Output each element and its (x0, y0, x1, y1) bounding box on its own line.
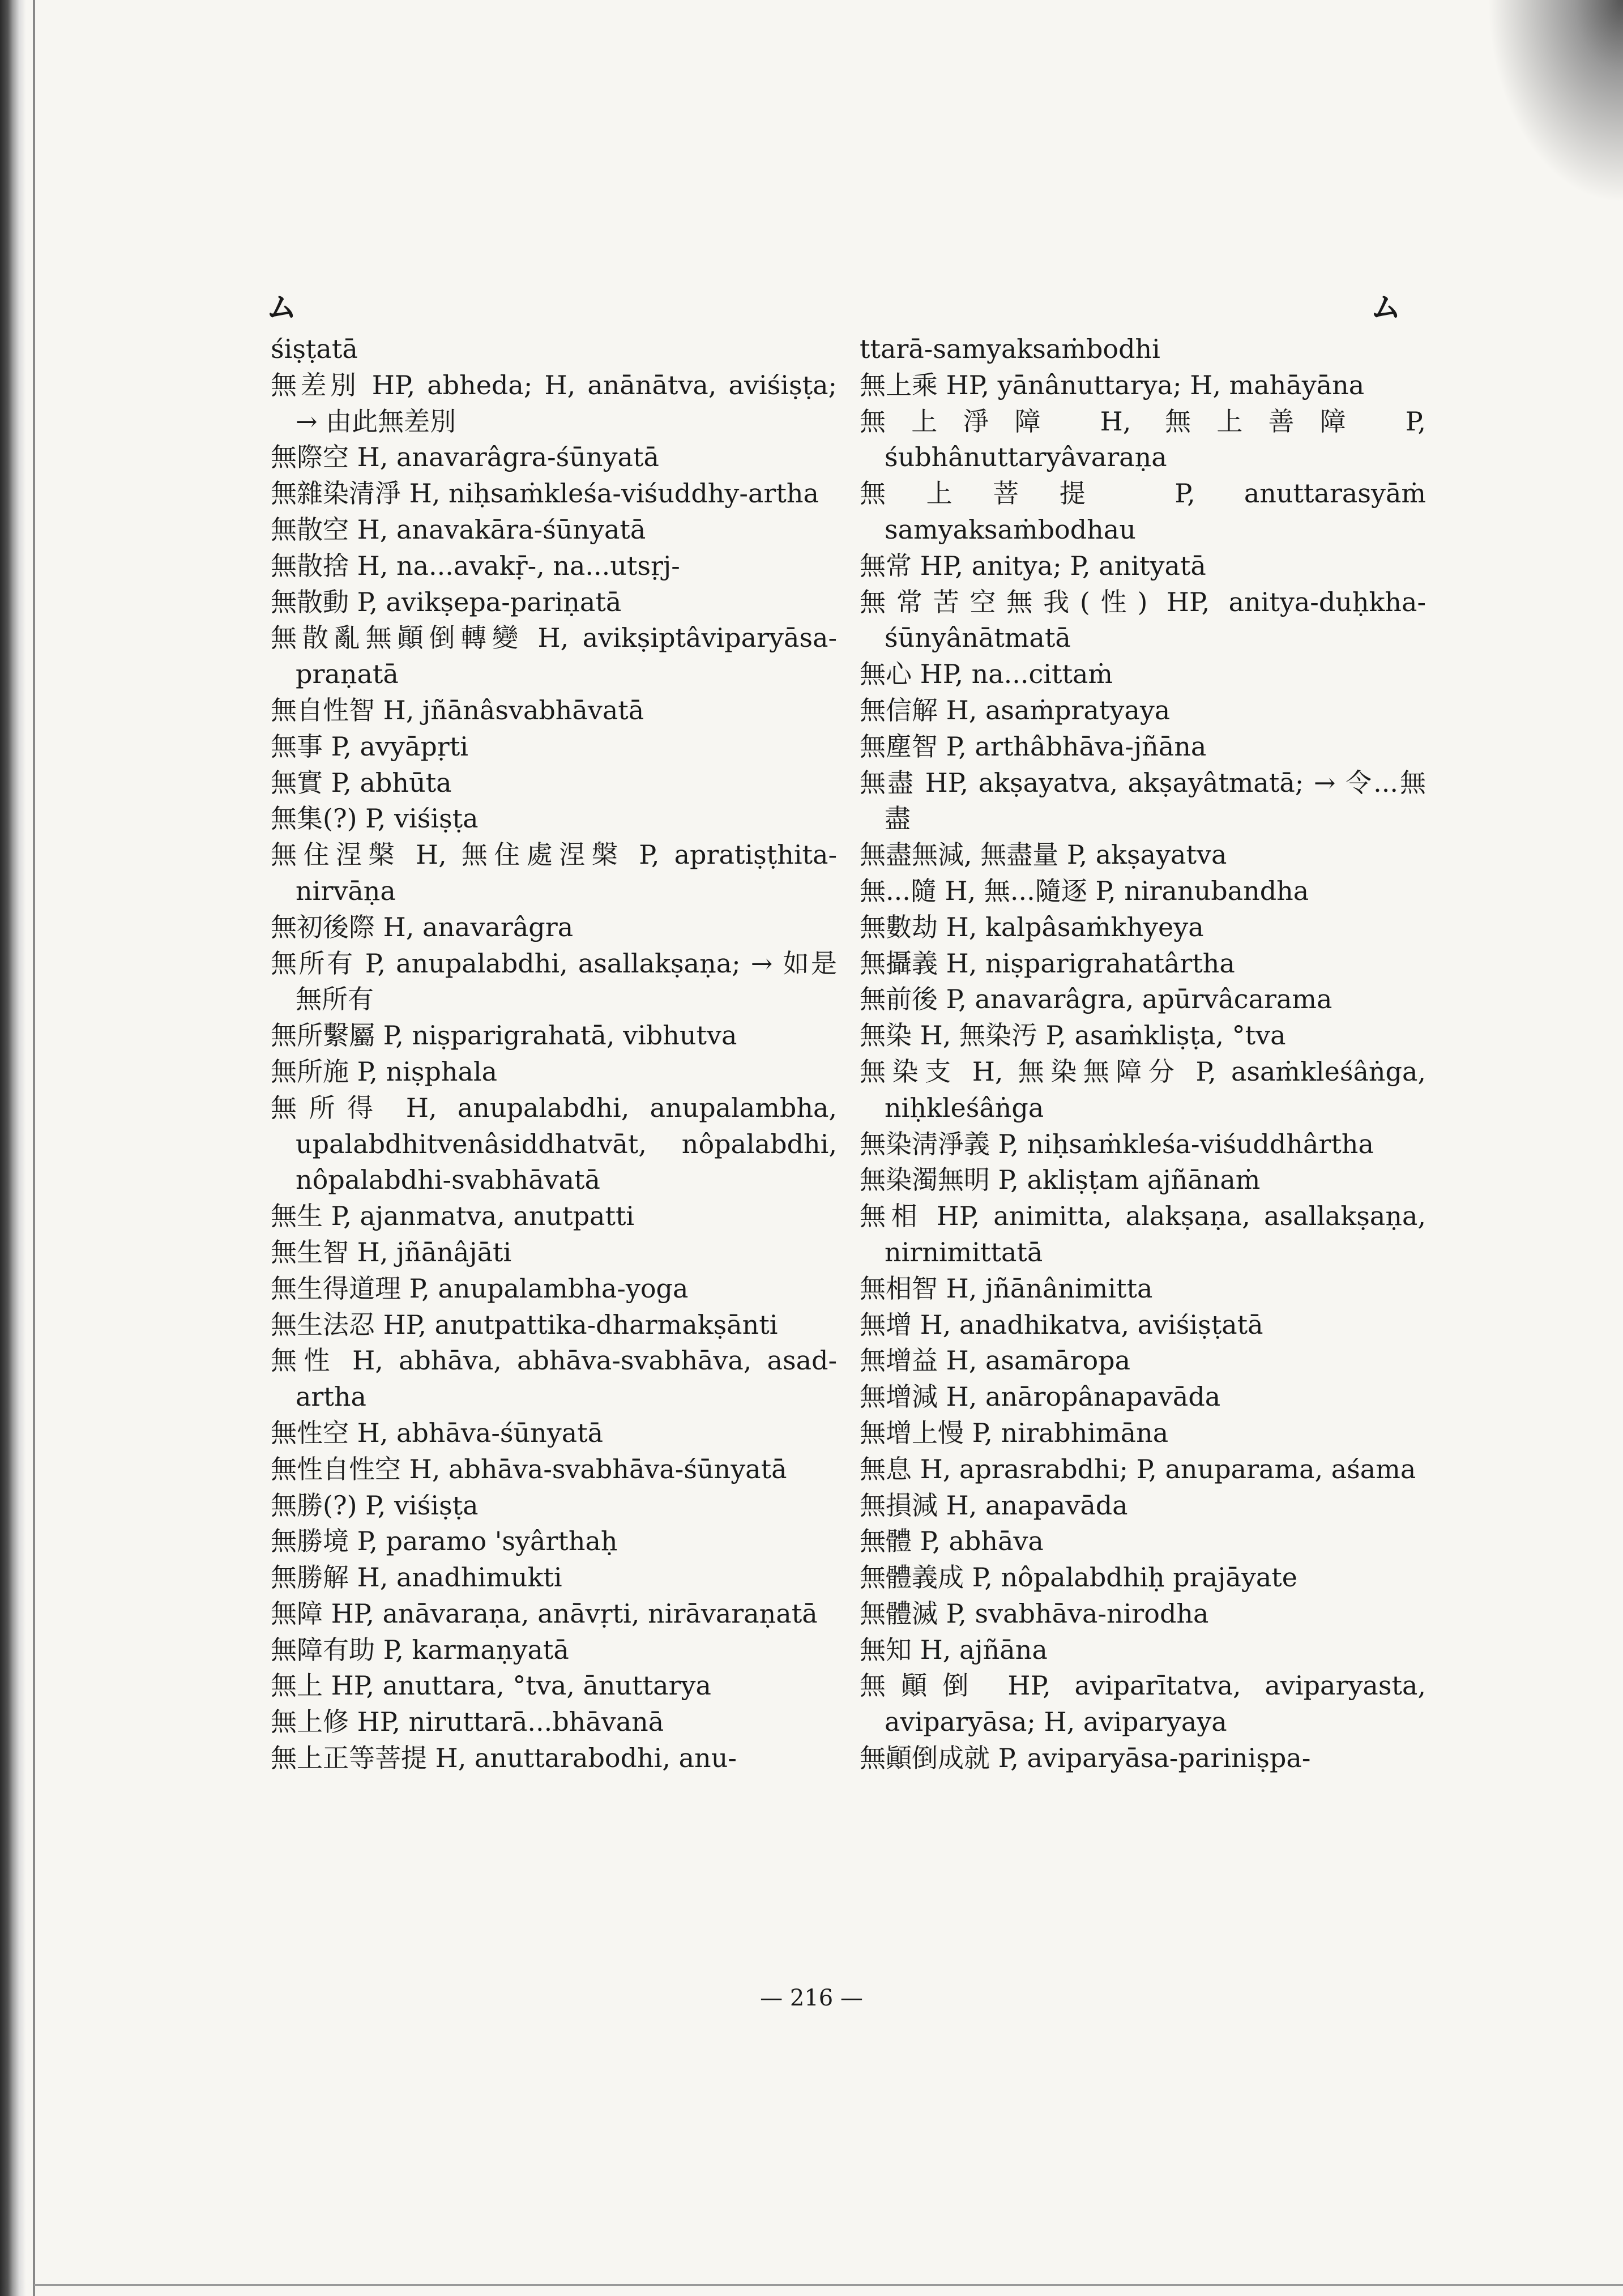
dictionary-entry: 無常苦空無我(性) HP, anitya-duḥkha-śūnyânātmatā (860, 586, 1426, 654)
dictionary-entry: 無住涅槃 H, 無住處涅槃 P, apratiṣṭhita-nirvāṇa (271, 839, 837, 906)
dictionary-entry: 無增上慢 P, nirabhimāna (860, 1417, 1169, 1448)
dictionary-entry: śiṣṭatā (271, 334, 358, 364)
dictionary-entry: 無生法忍 HP, anutpattika-dharmakṣānti (271, 1309, 778, 1340)
dictionary-entry: 無盡 HP, akṣayatva, akṣayâtmatā; → 令...無盡 (860, 767, 1426, 834)
dictionary-entry: 無染淸淨義 P, niḥsaṁkleśa-viśuddhârtha (860, 1128, 1374, 1159)
dictionary-entry: 無增益 H, asamāropa (860, 1345, 1131, 1376)
right-column (860, 331, 1426, 1777)
dictionary-entry: 無散亂無顚倒轉變 H, avikṣiptâviparyāsa-praṇatā (271, 622, 837, 690)
dictionary-entry: 無性空 H, abhāva-śūnyatā (271, 1417, 604, 1448)
dictionary-entry: 無塵智 P, arthâbhāva-jñāna (860, 731, 1207, 762)
dictionary-entry: 無上菩提 P, anuttarasyāṁ samyaksaṁbodhau (860, 478, 1426, 545)
binding-line (33, 0, 35, 2296)
dictionary-entry: 無上淨障 H, 無上善障 P, śubhânuttaryâvaraṇa (860, 406, 1426, 473)
dictionary-entry: 無染 H, 無染汚 P, asaṁkliṣṭa, °tva (860, 1020, 1286, 1051)
dictionary-entry: 無性 H, abhāva, abhāva-svabhāva, asad-artha (271, 1345, 837, 1412)
dictionary-entry: 無所施 P, niṣphala (271, 1056, 498, 1087)
dictionary-entry: 無相 HP, animitta, alakṣaṇa, asallakṣaṇa, nirnimittatā (860, 1201, 1426, 1268)
dictionary-entry: 無所有 P, anupalabdhi, asallakṣaṇa; → 如是無所有 (271, 948, 837, 1015)
dictionary-entry: 無集(?) P, viśiṣṭa (271, 803, 479, 834)
dictionary-entry: 無實 P, abhūta (271, 767, 452, 798)
dictionary-entry: 無上修 HP, niruttarā...bhāvanā (271, 1706, 664, 1738)
right-section-mark: ム (1370, 289, 1401, 325)
dictionary-entry: 無自性智 H, jñānâsvabhāvatā (271, 694, 644, 725)
dictionary-entry: 無勝(?) P, viśiṣṭa (271, 1490, 479, 1521)
dictionary-entry: 無上 HP, anuttara, °tva, ānuttarya (271, 1670, 711, 1701)
dictionary-entry: 無增 H, anadhikatva, aviśiṣṭatā (860, 1309, 1263, 1340)
dictionary-entry: 無...隨 H, 無...隨逐 P, niranubandha (860, 875, 1309, 906)
dictionary-entry: 無上乘 HP, yānânuttarya; H, mahāyāna (860, 369, 1365, 400)
dictionary-entry: 無雜染清淨 H, niḥsaṁkleśa-viśuddhy-artha (271, 478, 819, 509)
dictionary-entry: 無體 P, abhāva (860, 1526, 1044, 1557)
dictionary-entry: 無息 H, aprasrabdhi; P, anuparama, aśama (860, 1453, 1416, 1484)
dictionary-entry: 無染支 H, 無染無障分 P, asaṁkleśâṅga, niḥkleśâṅga (860, 1056, 1426, 1123)
dictionary-entry: 無常 HP, anitya; P, anityatā (860, 550, 1206, 581)
dictionary-entry: 無障有助 P, karmaṇyatā (271, 1634, 569, 1665)
dictionary-entry: 無體義成 P, nôpalabdhiḥ prajāyate (860, 1562, 1297, 1593)
dictionary-entry: 無顚倒 HP, aviparītatva, aviparyasta, aviparyāsa; H, aviparyaya (860, 1670, 1426, 1738)
dictionary-entry: 無心 HP, na...cittaṁ (860, 659, 1113, 690)
dictionary-entry: 無前後 P, anavarâgra, apūrvâcarama (860, 984, 1332, 1015)
dictionary-entry: 無體滅 P, svabhāva-nirodha (860, 1598, 1209, 1629)
dictionary-entry: 無損減 H, anapavāda (860, 1490, 1128, 1521)
left-section-mark: ム (266, 289, 297, 325)
page-binding-edge (0, 0, 26, 2296)
dictionary-entry: 無勝境 P, paramo 'syârthaḥ (271, 1526, 618, 1557)
dictionary-entry: 無數劫 H, kalpâsaṁkhyeya (860, 911, 1204, 942)
dictionary-entry: ttarā-samyaksaṁbodhi (860, 334, 1160, 364)
dictionary-entry: 無性自性空 H, abhāva-svabhāva-śūnyatā (271, 1453, 787, 1484)
dictionary-entry: 無染濁無明 P, akliṣṭam ajñānaṁ (860, 1164, 1261, 1196)
dictionary-entry: 無顚倒成就 P, aviparyāsa-pariniṣpa- (860, 1743, 1311, 1774)
dictionary-entry: 無知 H, ajñāna (860, 1634, 1048, 1665)
dictionary-entry: 無盡無減, 無盡量 P, akṣayatva (860, 839, 1227, 870)
dictionary-entry: 無相智 H, jñānânimitta (860, 1273, 1153, 1304)
dictionary-entry: 無所得 H, anupalabdhi, anupalambha, upalabdhitvenâsiddhatvāt, nôpalabdhi, nôpalabdhi-svabhāvatā (271, 1092, 837, 1196)
left-column (271, 331, 837, 1777)
dictionary-entry: 無散空 H, anavakāra-śūnyatā (271, 514, 646, 545)
dictionary-entry: 無所繫屬 P, niṣparigrahatā, vibhutva (271, 1020, 737, 1051)
dictionary-entry: 無生 P, ajanmatva, anutpatti (271, 1201, 635, 1232)
dictionary-entry: 無上正等菩提 H, anuttarabodhi, anu- (271, 1743, 737, 1774)
dictionary-entry: 無生智 H, jñānâjāti (271, 1236, 512, 1268)
dictionary-entry: 無障 HP, anāvaraṇa, anāvṛti, nirāvaraṇatā (271, 1598, 818, 1629)
dictionary-entry: 無散捨 H, na...avakṝ-, na...utsṛj- (271, 550, 680, 581)
dictionary-entry: 無攝義 H, niṣparigrahatârtha (860, 948, 1235, 979)
dictionary-entry: 無散動 P, avikṣepa-pariṇatā (271, 586, 622, 617)
dictionary-entry: 無生得道理 P, anupalambha-yoga (271, 1273, 689, 1304)
dictionary-entry: 無際空 H, anavarâgra-śūnyatā (271, 442, 659, 473)
dictionary-entry: 無差別 HP, abheda; H, anānātva, aviśiṣṭa; → 由此無差別 (271, 369, 837, 437)
page-number: — 216 — (760, 1985, 863, 2011)
dictionary-entry: 無信解 H, asaṁpratyaya (860, 694, 1171, 725)
dictionary-entry: 無勝解 H, anadhimukti (271, 1562, 562, 1593)
dictionary-entry: 無初後際 H, anavarâgra (271, 911, 574, 942)
dictionary-entry: 無增減 H, anāropânapavāda (860, 1381, 1221, 1412)
corner-shadow (1487, 0, 1623, 204)
dictionary-entry: 無事 P, avyāpṛti (271, 731, 468, 762)
page-bottom-edge (34, 2284, 1623, 2286)
